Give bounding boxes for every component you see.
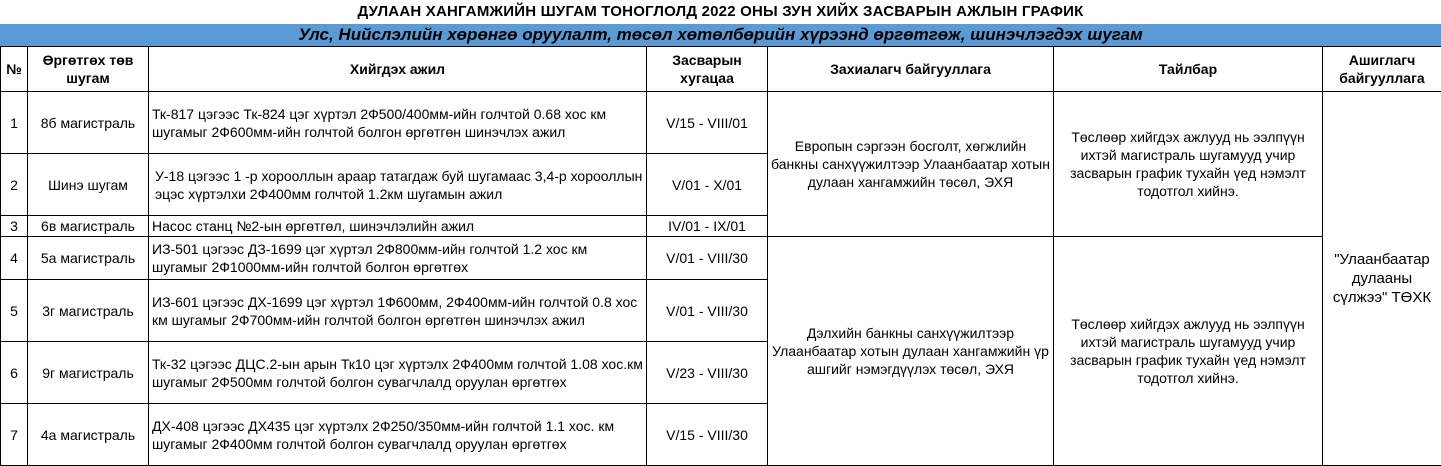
- header-work: Хийгдэх ажил: [149, 47, 647, 92]
- row-source: Шинэ шугам: [28, 154, 149, 216]
- row-period: V/01 - VIII/30: [647, 280, 768, 342]
- row-source: 4а магистраль: [28, 404, 149, 466]
- row-no: 6: [1, 342, 28, 404]
- row-source: 6в магистраль: [28, 216, 149, 237]
- row-period: V/15 - VIII/01: [647, 92, 768, 154]
- header-no: №: [1, 47, 28, 92]
- table-row: [1, 237, 1441, 280]
- row-period: V/15 - VIII/30: [647, 404, 768, 466]
- header-period: Засварын хугацаа: [647, 47, 768, 92]
- row-period: V/23 - VIII/30: [647, 342, 768, 404]
- section-subtitle: Улс, Нийслэлийн хөрөнгө оруулалт, төсөл хөтөлбөрийн хүрээнд өргөтгөж, шинэчлэгдэх шугам: [0, 24, 1441, 46]
- group-note: Төслөөр хийгдэх ажлууд нь ээлпүүн ихтэй магистраль шугамууд учир засварын график тухайн үед нэмэлт тодотгол хийнэ.: [1054, 92, 1323, 237]
- row-work: ИЗ-601 цэгээс ДХ-1699 цэг хүртэл 1Ф600мм, 2Ф400мм-ийн голчтой 0.8 хос км шугамыг 2Ф700мм-ийн голчтой болгон өргөтгөн шинэчлэх ажил: [149, 280, 647, 342]
- row-source: 5а магистраль: [28, 237, 149, 280]
- header-client: Захиалагч байгууллага: [768, 47, 1054, 92]
- header-row: [1, 47, 1441, 92]
- header-source: Өргөтгөх төв шугам: [28, 47, 149, 92]
- row-work: ДХ-408 цэгээс ДХ435 цэг хүртэлх 2Ф250/350мм-ийн голчтой 1.1 хос. км шугамыг 2Ф400мм голчтой болгон сувагчлалд оруулан өргөтгөх: [149, 404, 647, 466]
- row-source: 9г магистраль: [28, 342, 149, 404]
- page-title: ДУЛААН ХАНГАМЖИЙН ШУГАМ ТОНОГЛОЛД 2022 ОНЫ ЗУН ХИЙХ ЗАСВАРЫН АЖЛЫН ГРАФИК: [357, 3, 1084, 20]
- row-no: 7: [1, 404, 28, 466]
- row-work: Насос станц №2-ын өргөтгөл, шинэчлэлийн ажил: [149, 216, 647, 237]
- group-note: Төслөөр хийгдэх ажлууд нь ээлпүүн ихтэй магистраль шугамууд учир засварын график тухайн үед нэмэлт тодотгол хийнэ.: [1054, 237, 1323, 466]
- group-client: Европын сэргээн босголт, хөгжлийн банкны санхүүжилтээр Улаанбаатар хотын дулаан хангамжийн төсөл, ЭХЯ: [768, 92, 1054, 237]
- row-period: IV/01 - IX/01: [647, 216, 768, 237]
- repair-schedule-table: [0, 46, 1441, 466]
- group-client: Дэлхийн банкны санхүүжилтээр Улаанбаатар хотын дулаан хангамжийн үр ашгийг нэмэгдүүлэх төсөл, ЭХЯ: [768, 237, 1054, 466]
- row-no: 3: [1, 216, 28, 237]
- user-org: "Улаанбаатар дулааны сүлжээ" ТӨХК: [1323, 92, 1441, 466]
- row-period: V/01 - VIII/30: [647, 237, 768, 280]
- row-no: 2: [1, 154, 28, 216]
- header-note: Тайлбар: [1054, 47, 1323, 92]
- row-no: 4: [1, 237, 28, 280]
- row-source: 3г магистраль: [28, 280, 149, 342]
- row-source: 8б магистраль: [28, 92, 149, 154]
- row-work: Тк-32 цэгээс ДЦС.2-ын арын Тк10 цэг хүртэлх 2Ф400мм голчтой 1.08 хос.км шугамыг 2Ф500мм голчтой болгон сувагчлалд оруулан өргөтгөх: [149, 342, 647, 404]
- row-work: У-18 цэгээс 1 -р хорооллын араар татагдаж буй шугамаас 3,4-р хорооллын эцэс хүртэлхи 2Ф400мм голчтой 1.2км шугамын ажил: [149, 154, 647, 216]
- row-period: V/01 - X/01: [647, 154, 768, 216]
- row-no: 1: [1, 92, 28, 154]
- header-user: Ашиглагч байгууллага: [1323, 47, 1441, 92]
- row-no: 5: [1, 280, 28, 342]
- row-work: Тк-817 цэгээс Тк-824 цэг хүртэл 2Ф500/400мм-ийн голчтой 0.68 хос км шугамыг 2Ф600мм-ийн голчтой болгон өргөтгөн шинэчлэх ажил: [149, 92, 647, 154]
- table-row: [1, 92, 1441, 154]
- row-work: ИЗ-501 цэгээс ДЗ-1699 цэг хүртэл 2Ф800мм-ийн голчтой 1.2 хос км шугамыг 2Ф1000мм-ийн голчтой болгон өргөтгөх: [149, 237, 647, 280]
